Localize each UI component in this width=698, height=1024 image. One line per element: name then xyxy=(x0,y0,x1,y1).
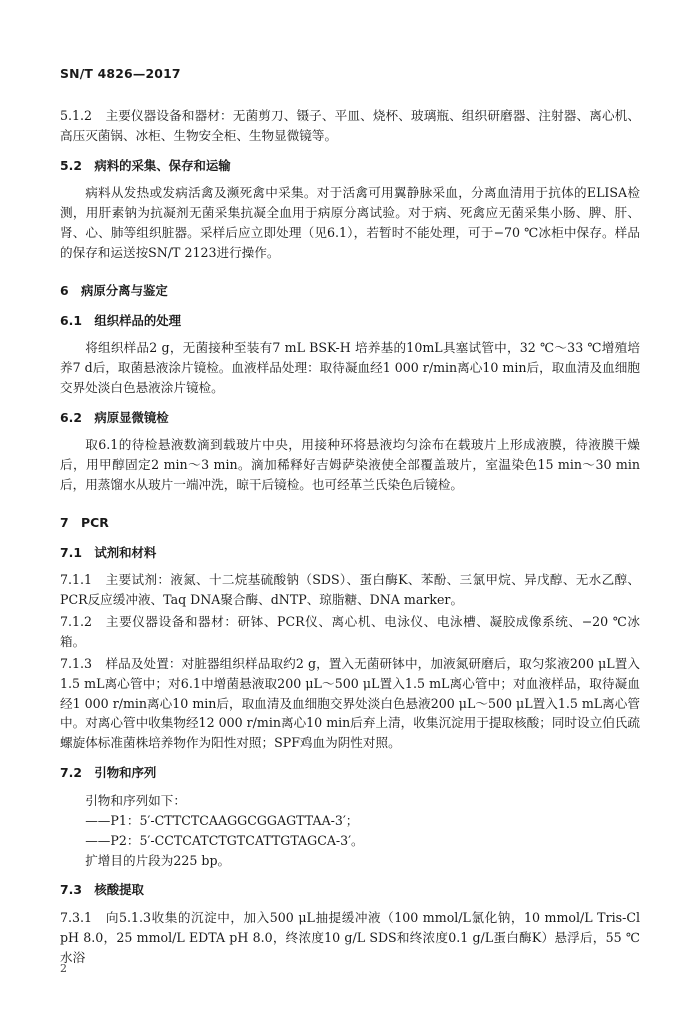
section-title: 病原显微镜检 xyxy=(94,409,169,425)
clause-text: 向5.1.3收集的沉淀中，加入500 μL抽提缓冲液（100 mmol/L氯化钠，10 mmol/L Tris-Cl pH 8.0，25 mmol/L EDTA pH 8.0，终浓度10 g/L SDS和终浓度0.1 g/L蛋白酶K）悬浮后，55 ℃水浴 xyxy=(60,910,640,965)
paragraph: 取6.1的待检悬液数滴到载玻片中央，用接种环将悬液均匀涂布在载玻片上形成液膜，待液膜干燥后，用甲醇固定2 min～3 min。滴加稀释好吉姆萨染液使全部覆盖玻片，室温染色15 min～30 min后，用蒸馏水从玻片一端冲洗，晾干后镜检。也可经革兰氏染色后镜检。 xyxy=(60,437,640,493)
clause-item xyxy=(60,570,640,610)
section-heading xyxy=(60,543,640,563)
section-title: 组织样品的处理 xyxy=(94,312,182,328)
clause-text: 主要仪器设备和器材：研钵、PCR仪、离心机、电泳仪、电泳槽、凝胶成像系统、−20 ℃冰箱。 xyxy=(60,614,640,649)
section-number: 6.2 xyxy=(60,409,82,425)
section-heading xyxy=(60,156,640,176)
section-number: 7.3 xyxy=(60,882,82,898)
section-title: 病原分离与鉴定 xyxy=(81,282,168,298)
section-heading xyxy=(60,880,640,900)
section-number: 7.1 xyxy=(60,544,82,560)
section-heading xyxy=(60,408,640,428)
list-intro: 引物和序列如下： xyxy=(85,792,186,808)
section-number: 6 xyxy=(60,282,69,298)
clause-item xyxy=(60,654,640,753)
clause-item xyxy=(60,908,640,968)
paragraph: 将组织样品2 g，无菌接种至装有7 mL BSK-H 培养基的10mL具塞试管中，32 ℃～33 ℃增殖培养7 d后，取菌悬液涂片镜检。血液样品处理：取待凝血经1 000 r/min离心10 min后，取血清及血细胞交界处淡白色悬液涂片镜检。 xyxy=(60,340,640,395)
section-title: PCR xyxy=(81,515,109,531)
section-heading xyxy=(60,763,640,783)
clause-number: 7.1.2 xyxy=(60,614,93,630)
section-title: 病料的采集、保存和运输 xyxy=(94,157,231,173)
section-number: 7 xyxy=(60,515,69,531)
section-heading xyxy=(60,311,640,331)
document-body xyxy=(60,104,640,968)
list-line: ——P2：5′-CCTCATCTGTCATTGTAGCA-3′。 xyxy=(85,832,364,848)
clause-item xyxy=(60,612,640,652)
section-heading xyxy=(60,281,640,301)
list-line: ——P1：5′-CTTCTCAAGGCGGAGTTAA-3′； xyxy=(85,812,359,828)
clause-number: 7.1.1 xyxy=(60,572,93,588)
section-title: 核酸提取 xyxy=(94,882,144,898)
clause-text: 主要仪器设备和器材：无菌剪刀、镊子、平皿、烧杯、玻璃瓶、组织研磨器、注射器、离心机、高压灭菌锅、冰柜、生物安全柜、生物显微镜等。 xyxy=(60,108,640,143)
list-line: 扩增目的片段为225 bp。 xyxy=(85,852,231,868)
section-number: 7.2 xyxy=(60,765,82,781)
section-number: 5.2 xyxy=(60,157,82,173)
section-number: 6.1 xyxy=(60,312,82,328)
clause-item xyxy=(60,106,640,146)
standard-number-header: SN/T 4826—2017 xyxy=(60,66,181,81)
section-title: 引物和序列 xyxy=(94,765,157,781)
section-title: 试剂和材料 xyxy=(94,544,157,560)
section-heading xyxy=(60,513,640,533)
page-number: 2 xyxy=(60,962,67,975)
clause-number: 5.1.2 xyxy=(60,108,93,123)
clause-text: 主要试剂：液氮、十二烷基硫酸钠（SDS）、蛋白酶K、苯酚、三氯甲烷、异戊醇、无水乙醇、PCR反应缓冲液、Taq DNA聚合酶、dNTP、琼脂糖、DNA marker。 xyxy=(60,572,640,608)
clause-text: 样品及处置：对脏器组织样品取约2 g，置入无菌研钵中，加液氮研磨后，取匀浆液200 μL置入1.5 mL离心管中；对6.1中增菌悬液取200 μL～500 μL置入1.5 mL离心管中；对血液样品，取待凝血经1 000 r/min离心10 min后，取血清及血细胞交界处淡白色悬液200 μL～500 μL置入1.5 mL离心管中。对离心管中收集物经12 000 r/min离心10 min后弃上清，收集沉淀用于提取核酸；同时设立伯氏疏螺旋体标准菌株培养物作为阳性对照；SPF鸡血为阴性对照。 xyxy=(60,655,640,751)
paragraph: 病料从发热或发病活禽及濒死禽中采集。对于活禽可用翼静脉采血，分离血清用于抗体的ELISA检测，用肝素钠为抗凝剂无菌采集抗凝全血用于病原分离试验。对于病、死禽应无菌采集小肠、脾、肝、肾、心、肺等组织脏器。采样后应立即处理（见6.1），若暂时不能处理，可于−70 ℃冰柜中保存。样品的保存和运送按SN/T 2123进行操作。 xyxy=(60,185,640,261)
clause-number: 7.1.3 xyxy=(60,655,93,671)
clause-number: 7.3.1 xyxy=(60,910,93,926)
